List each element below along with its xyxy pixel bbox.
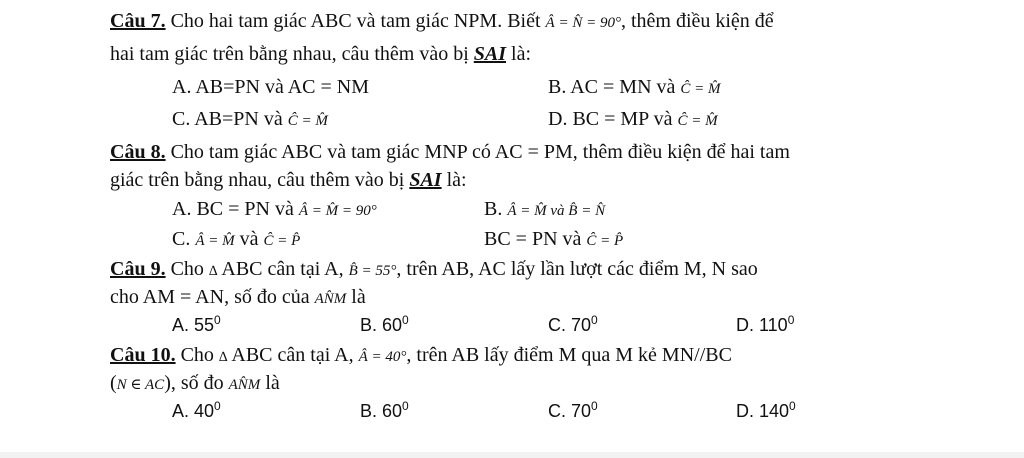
q10-text-3: , trên AB lấy điểm M qua M kẻ MN//BC xyxy=(406,344,732,366)
q8-label: Câu 8. xyxy=(110,141,166,163)
q8-option-b xyxy=(484,196,605,224)
q9-option-a-text: A. 55 xyxy=(172,315,215,335)
q7-option-d-text: D. BC = MP và xyxy=(548,108,678,130)
q9-option-b-degree: 0 xyxy=(402,313,409,327)
q7-option-b-math: Ĉ = M̂ xyxy=(680,81,721,97)
q7-label: Câu 7. xyxy=(110,10,166,32)
q10-line-1 xyxy=(110,342,732,371)
q9-option-b xyxy=(360,312,409,338)
q7-option-c xyxy=(172,106,328,134)
q7-text-4: là: xyxy=(506,43,532,65)
q9-math-1: B̂ = 55° xyxy=(348,263,397,279)
q8-line-1 xyxy=(110,139,790,165)
q9-option-a-degree: 0 xyxy=(214,313,221,327)
q7-option-c-math: Ĉ = M̂ xyxy=(287,113,328,129)
q10-text-4: ( xyxy=(110,372,117,394)
q10-option-a-degree: 0 xyxy=(214,399,221,413)
q7-text-3: hai tam giác trên bằng nhau, câu thêm vào bị xyxy=(110,43,474,65)
q9-option-d-text: D. 110 xyxy=(736,315,788,335)
q9-text-1: Cho xyxy=(165,258,209,280)
q9-line-2 xyxy=(110,284,366,312)
q10-option-b xyxy=(360,398,409,424)
q7-option-b xyxy=(548,74,721,102)
q8-option-c xyxy=(172,226,300,254)
q7-line-2 xyxy=(110,41,531,67)
q10-text-2: ABC cân tại A, xyxy=(227,344,359,366)
q9-text-3: , trên AB, AC lấy lần lượt các điểm M, N sao xyxy=(396,258,758,280)
q8-text-2: giác trên bằng nhau, câu thêm vào bị xyxy=(110,169,410,191)
q7-option-d-math: Ĉ = M̂ xyxy=(677,113,718,129)
q7-line-1 xyxy=(110,8,774,36)
q10-line-2 xyxy=(110,370,280,398)
q10-option-d-text: D. 140 xyxy=(736,401,790,421)
q8-option-d-text: BC = PN và xyxy=(484,228,587,250)
q9-label: Câu 9. xyxy=(110,258,166,280)
q8-option-a-math: Â = M̂ = 90° xyxy=(298,203,377,219)
q7-text-2: , thêm điều kiện để xyxy=(620,10,774,32)
q10-option-a-text: A. 40 xyxy=(172,401,215,421)
q9-option-b-text: B. 60 xyxy=(360,315,403,335)
q10-option-c-text: C. 70 xyxy=(548,401,592,421)
q8-option-c-math-2: Ĉ = P̂ xyxy=(263,233,301,249)
q9-option-d xyxy=(736,312,794,338)
q10-option-d xyxy=(736,398,796,424)
q7-option-a: A. AB=PN và AC = NM xyxy=(172,76,370,98)
q9-math-2: AN̂M xyxy=(314,291,347,307)
q9-option-d-degree: 0 xyxy=(787,313,795,327)
q9-text-5: là xyxy=(346,286,366,308)
q10-text-1: Cho xyxy=(175,344,219,366)
q7-sai: SAI xyxy=(473,43,507,65)
q9-triangle-symbol: ∆ xyxy=(208,264,218,279)
q8-option-a-text: A. BC = PN và xyxy=(172,198,299,220)
q8-option-c-mid: và xyxy=(234,228,264,250)
q8-line-2 xyxy=(110,167,467,193)
q8-text-1: Cho tam giác ABC và tam giác MNP có AC = PM, thêm điều kiện để hai tam xyxy=(165,141,790,163)
q8-option-b-math: Â = M̂ và B̂ = N̂ xyxy=(507,203,606,219)
q8-option-c-math-1: Â = M̂ xyxy=(195,233,235,249)
q7-math-1: Â = N̂ = 90° xyxy=(545,15,621,31)
q9-text-2: ABC cân tại A, xyxy=(217,258,349,280)
q8-option-d-math: Ĉ = P̂ xyxy=(586,233,624,249)
q8-option-d xyxy=(484,226,623,254)
q9-line-1 xyxy=(110,256,758,285)
q10-text-5: ), số đo xyxy=(164,372,229,394)
q10-math-1: Â = 40° xyxy=(358,349,407,365)
q9-option-a xyxy=(172,312,221,338)
q8-option-a xyxy=(172,196,377,224)
q10-text-6: là xyxy=(260,372,280,394)
q7-option-b-text: B. AC = MN và xyxy=(548,76,681,98)
q10-option-b-degree: 0 xyxy=(402,399,409,413)
q10-label: Câu 10. xyxy=(110,344,176,366)
q9-option-c-text: C. 70 xyxy=(548,315,592,335)
q8-option-c-text: C. xyxy=(172,228,196,250)
q10-math-3: AN̂M xyxy=(228,377,261,393)
q10-triangle-symbol: ∆ xyxy=(218,350,228,365)
q7-option-d xyxy=(548,106,718,134)
q10-math-2: N ∈ AC xyxy=(116,377,165,393)
q10-option-a xyxy=(172,398,221,424)
q7-text-1: Cho hai tam giác ABC và tam giác NPM. Biết xyxy=(165,10,546,32)
q10-option-d-degree: 0 xyxy=(789,399,796,413)
q7-option-c-text: C. AB=PN và xyxy=(172,108,288,130)
q8-text-3: là: xyxy=(441,169,467,191)
q8-sai: SAI xyxy=(409,169,442,191)
q9-option-c xyxy=(548,312,598,338)
q9-option-c-degree: 0 xyxy=(591,313,598,327)
q10-option-c-degree: 0 xyxy=(591,399,598,413)
q8-option-b-text: B. xyxy=(484,198,508,220)
q10-option-c xyxy=(548,398,598,424)
q10-option-b-text: B. 60 xyxy=(360,401,403,421)
q9-text-4: cho AM = AN, số đo của xyxy=(110,286,315,308)
page-bottom-edge xyxy=(0,452,1024,458)
